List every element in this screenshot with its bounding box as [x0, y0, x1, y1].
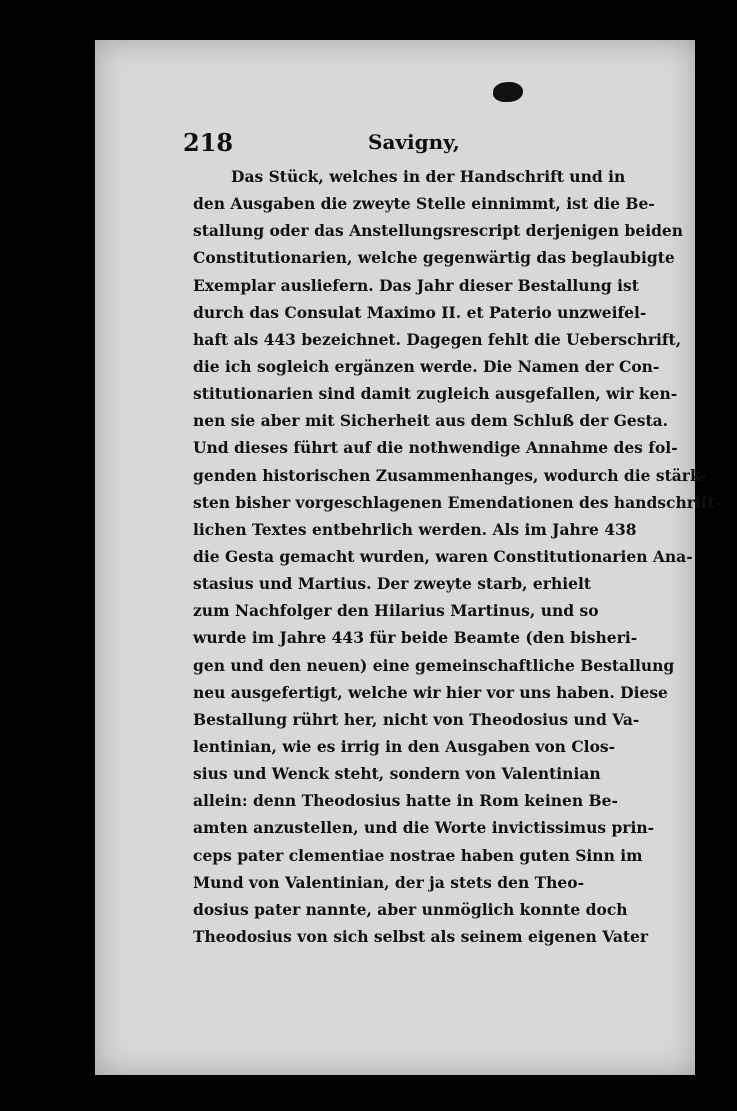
- text-line: wurde im Jahre 443 für beide Beamte (den bisheri-: [193, 628, 638, 648]
- running-head: Savigny,: [368, 130, 460, 154]
- text-line: sius und Wenck steht, sondern von Valentinian: [193, 764, 601, 784]
- text-line: den Ausgaben die zweyte Stelle einnimmt, ist die Be-: [193, 194, 655, 214]
- text-line: genden historischen Zusammenhanges, wodurch die stärk-: [193, 465, 707, 485]
- text-line: lichen Textes entbehrlich werden. Als im Jahre 438: [193, 519, 637, 539]
- text-line: Theodosius von sich selbst als seinem eigenen Vater: [193, 926, 649, 946]
- text-line: amten anzustellen, und die Worte invictissimus prin-: [193, 818, 655, 838]
- ink-blot: [493, 82, 523, 102]
- text-line: Constitutionarien, welche gegenwärtig das beglaubigte: [193, 248, 675, 268]
- text-line: Und dieses führt auf die nothwendige Annahme des fol-: [193, 438, 678, 458]
- text-line: lentinian, wie es irrig in den Ausgaben von Clos-: [193, 736, 616, 756]
- text-line: Mund von Valentinian, der ja stets den Theo-: [193, 872, 585, 892]
- text-line: ceps pater clementiae nostrae haben guten Sinn im: [193, 845, 643, 865]
- text-line: allein: denn Theodosius hatte in Rom keinen Be-: [193, 791, 618, 811]
- text-line: die Gesta gemacht wurden, waren Constitutionarien Ana-: [193, 546, 693, 566]
- text-line: Das Stück, welches in der Handschrift und in: [231, 167, 626, 186]
- text-line: die ich sogleich ergänzen werde. Die Namen der Con-: [193, 356, 660, 376]
- page-number: 218: [183, 128, 234, 157]
- text-line: Exemplar ausliefern. Das Jahr dieser Bestallung ist: [193, 275, 639, 295]
- text-line: neu ausgefertigt, welche wir hier vor uns haben. Diese: [193, 682, 668, 702]
- body-text: [193, 163, 722, 950]
- text-line: sten bisher vorgeschlagenen Emendationen des handschrift-: [193, 492, 722, 512]
- text-line: Bestallung rührt her, nicht von Theodosius und Va-: [193, 709, 640, 729]
- text-line: stitutionarien sind damit zugleich ausgefallen, wir ken-: [193, 384, 678, 404]
- text-line: stasius und Martius. Der zweyte starb, erhielt: [193, 574, 592, 594]
- text-line: durch das Consulat Maximo II. et Paterio unzweifel-: [193, 302, 647, 322]
- text-line: nen sie aber mit Sicherheit aus dem Schluß der Gesta.: [193, 411, 669, 431]
- text-line: zum Nachfolger den Hilarius Martinus, und so: [193, 601, 599, 621]
- text-line: stallung oder das Anstellungsrescript derjenigen beiden: [193, 221, 684, 241]
- text-line: haft als 443 bezeichnet. Dagegen fehlt die Ueberschrift,: [193, 329, 682, 349]
- text-line: gen und den neuen) eine gemeinschaftliche Bestallung: [193, 655, 675, 675]
- text-line: dosius pater nannte, aber unmöglich konnte doch: [193, 899, 628, 919]
- page-header: [183, 128, 643, 158]
